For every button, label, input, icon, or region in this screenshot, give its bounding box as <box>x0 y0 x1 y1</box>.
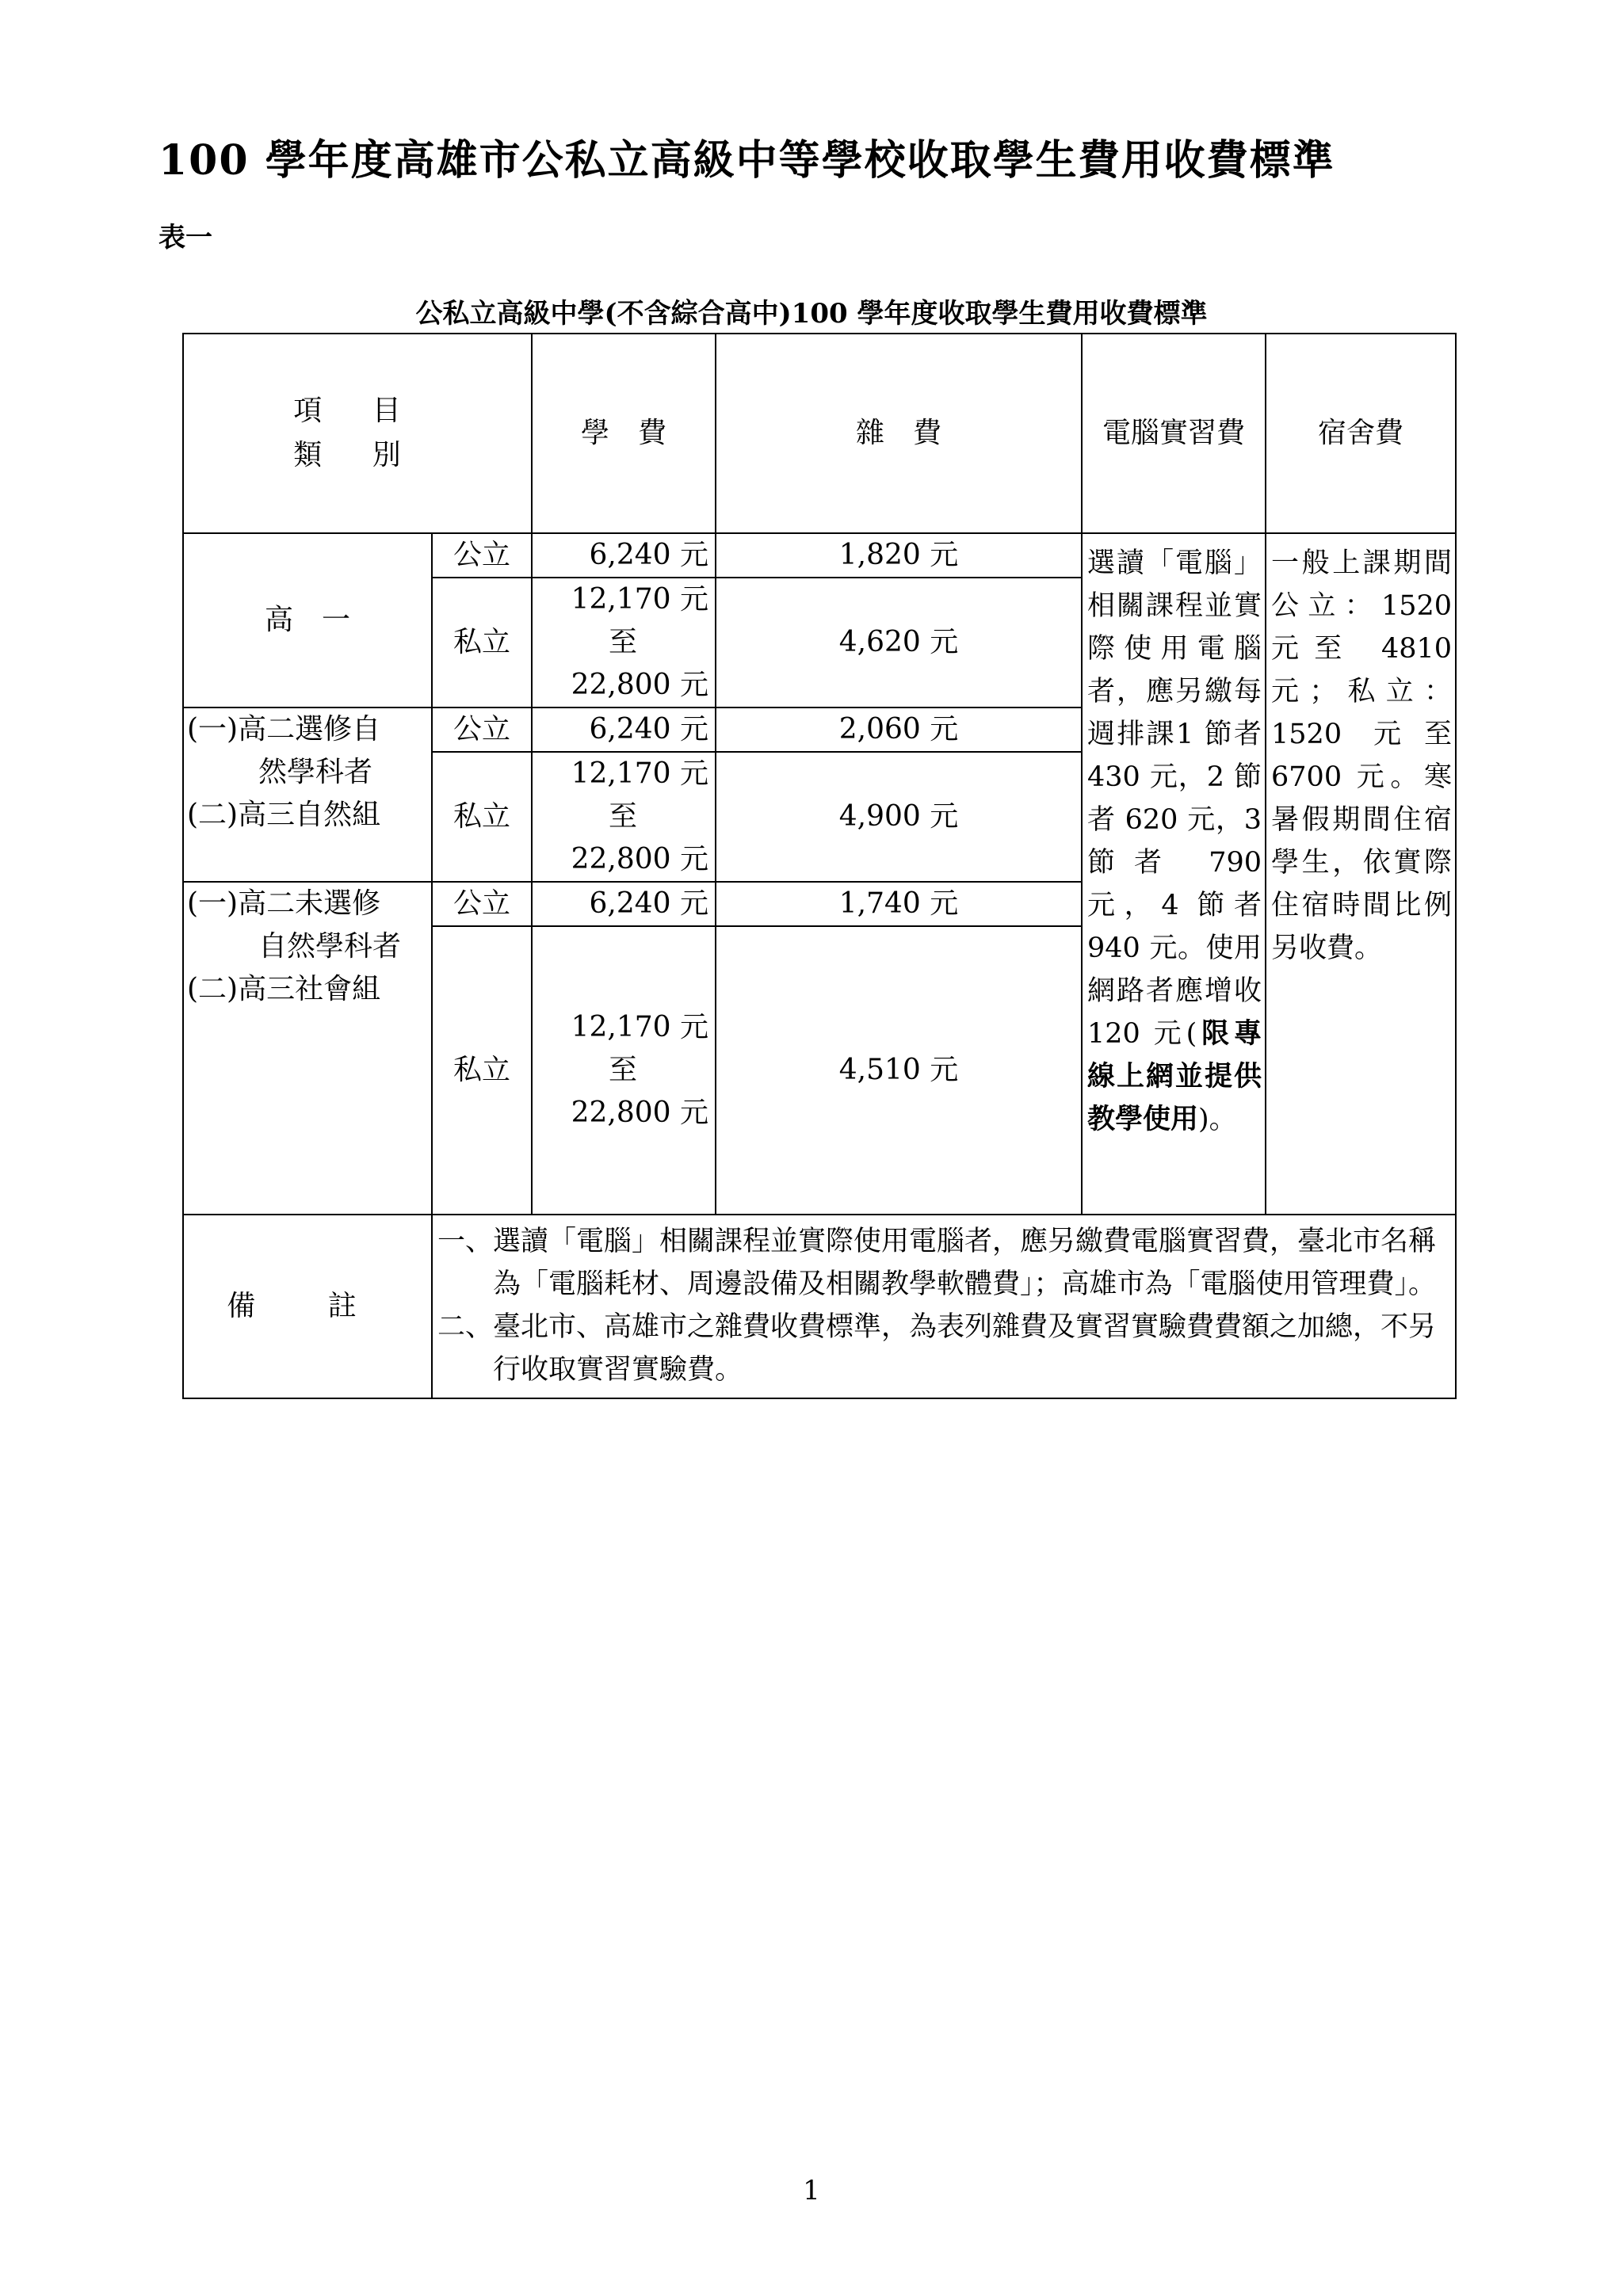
misc-value: 1,820 元 <box>716 533 1082 578</box>
computer-fee-cell <box>1082 533 1266 1215</box>
tuition-min: 12,170 元 <box>571 1011 709 1043</box>
note-text: 選讀「電腦」相關課程並實際使用電腦者，應另繳費電腦實習費，臺北市名稱為「電腦耗材、周邊設備及相關教學軟體費」；高雄市為「電腦使用管理費」。 <box>493 1226 1437 1300</box>
tuition-max: 22,800 元 <box>571 669 709 701</box>
school-type-private: 私立 <box>432 752 532 882</box>
category-cell <box>183 707 432 882</box>
notes-row <box>183 1215 1456 1398</box>
notes-body <box>432 1215 1456 1398</box>
category-line: 自然學科者 <box>258 930 402 963</box>
school-type-private: 私立 <box>432 578 532 707</box>
table-row <box>183 533 1456 578</box>
category-line: (一)高二未選修 <box>187 887 381 920</box>
tuition-range <box>532 578 716 707</box>
tuition-value: 6,240 元 <box>532 533 716 578</box>
misc-value: 4,620 元 <box>716 578 1082 707</box>
tuition-min: 12,170 元 <box>571 757 709 790</box>
table-number: 表一 <box>158 222 212 254</box>
tuition-max: 22,800 元 <box>571 1097 709 1129</box>
category-line: (二)高三社會組 <box>187 973 381 1005</box>
note-number: 一、 <box>437 1226 494 1257</box>
computer-fee-tail: )。 <box>1198 1104 1237 1135</box>
tuition-min: 12,170 元 <box>571 583 709 616</box>
note-item <box>437 1306 1452 1391</box>
category-line: (一)高二選修自 <box>187 713 381 746</box>
category-cell <box>183 882 432 1215</box>
header-row <box>183 334 1456 533</box>
tuition-range <box>532 926 716 1215</box>
misc-value: 4,900 元 <box>716 752 1082 882</box>
header-category-label: 類 別 <box>293 439 422 471</box>
header-misc: 雜 費 <box>716 334 1082 533</box>
fee-table <box>182 333 1457 1399</box>
tuition-to: 至 <box>609 626 638 658</box>
page-number: 1 <box>803 2175 820 2206</box>
category-line: 高 一 <box>264 604 350 636</box>
misc-value: 2,060 元 <box>716 707 1082 752</box>
computer-fee-bold: 限專線上網並提供教學使用 <box>1087 1017 1262 1135</box>
tuition-to: 至 <box>609 800 638 833</box>
dorm-fee-cell: 一般上課期間公立：1520 元至 4810 元；私立：1520 元至 6700 元。寒暑假期間住宿學生，依實際住宿時間比例另收費。 <box>1266 533 1456 1215</box>
category-line: 然學科者 <box>258 756 373 788</box>
note-number: 二、 <box>437 1311 494 1343</box>
misc-value: 4,510 元 <box>716 926 1082 1215</box>
category-cell <box>183 533 432 707</box>
school-type-public: 公立 <box>432 882 532 926</box>
tuition-range <box>532 752 716 882</box>
note-item <box>437 1220 1452 1306</box>
computer-fee-text: 選讀「電腦」相關課程並實際使用電腦者，應另繳每週排課1 節者 430 元，2 節者 620 元，3 節者 790 元，4 節者 940 元。使用網路者應增收 120 元( <box>1087 547 1262 1050</box>
header-item-label: 項 目 <box>293 395 422 427</box>
table-caption: 公私立高級中學(不含綜合高中)100 學年度收取學生費用收費標準 <box>415 298 1208 330</box>
header-item-category <box>183 334 532 533</box>
tuition-to: 至 <box>609 1054 638 1086</box>
header-computer: 電腦實習費 <box>1082 334 1266 533</box>
header-dorm: 宿舍費 <box>1266 334 1456 533</box>
header-tuition: 學 費 <box>532 334 716 533</box>
tuition-value: 6,240 元 <box>532 882 716 926</box>
tuition-value: 6,240 元 <box>532 707 716 752</box>
school-type-public: 公立 <box>432 707 532 752</box>
tuition-max: 22,800 元 <box>571 843 709 875</box>
misc-value: 1,740 元 <box>716 882 1082 926</box>
school-type-private: 私立 <box>432 926 532 1215</box>
document-title: 100 學年度高雄市公私立高級中等學校收取學生費用收費標準 <box>158 136 1335 185</box>
notes-label: 備 註 <box>183 1215 432 1398</box>
category-line: (二)高三自然組 <box>187 799 381 831</box>
note-text: 臺北市、高雄市之雜費收費標準，為表列雜費及實習實驗費費額之加總，不另行收取實習實驗費。 <box>493 1311 1437 1386</box>
school-type-public: 公立 <box>432 533 532 578</box>
